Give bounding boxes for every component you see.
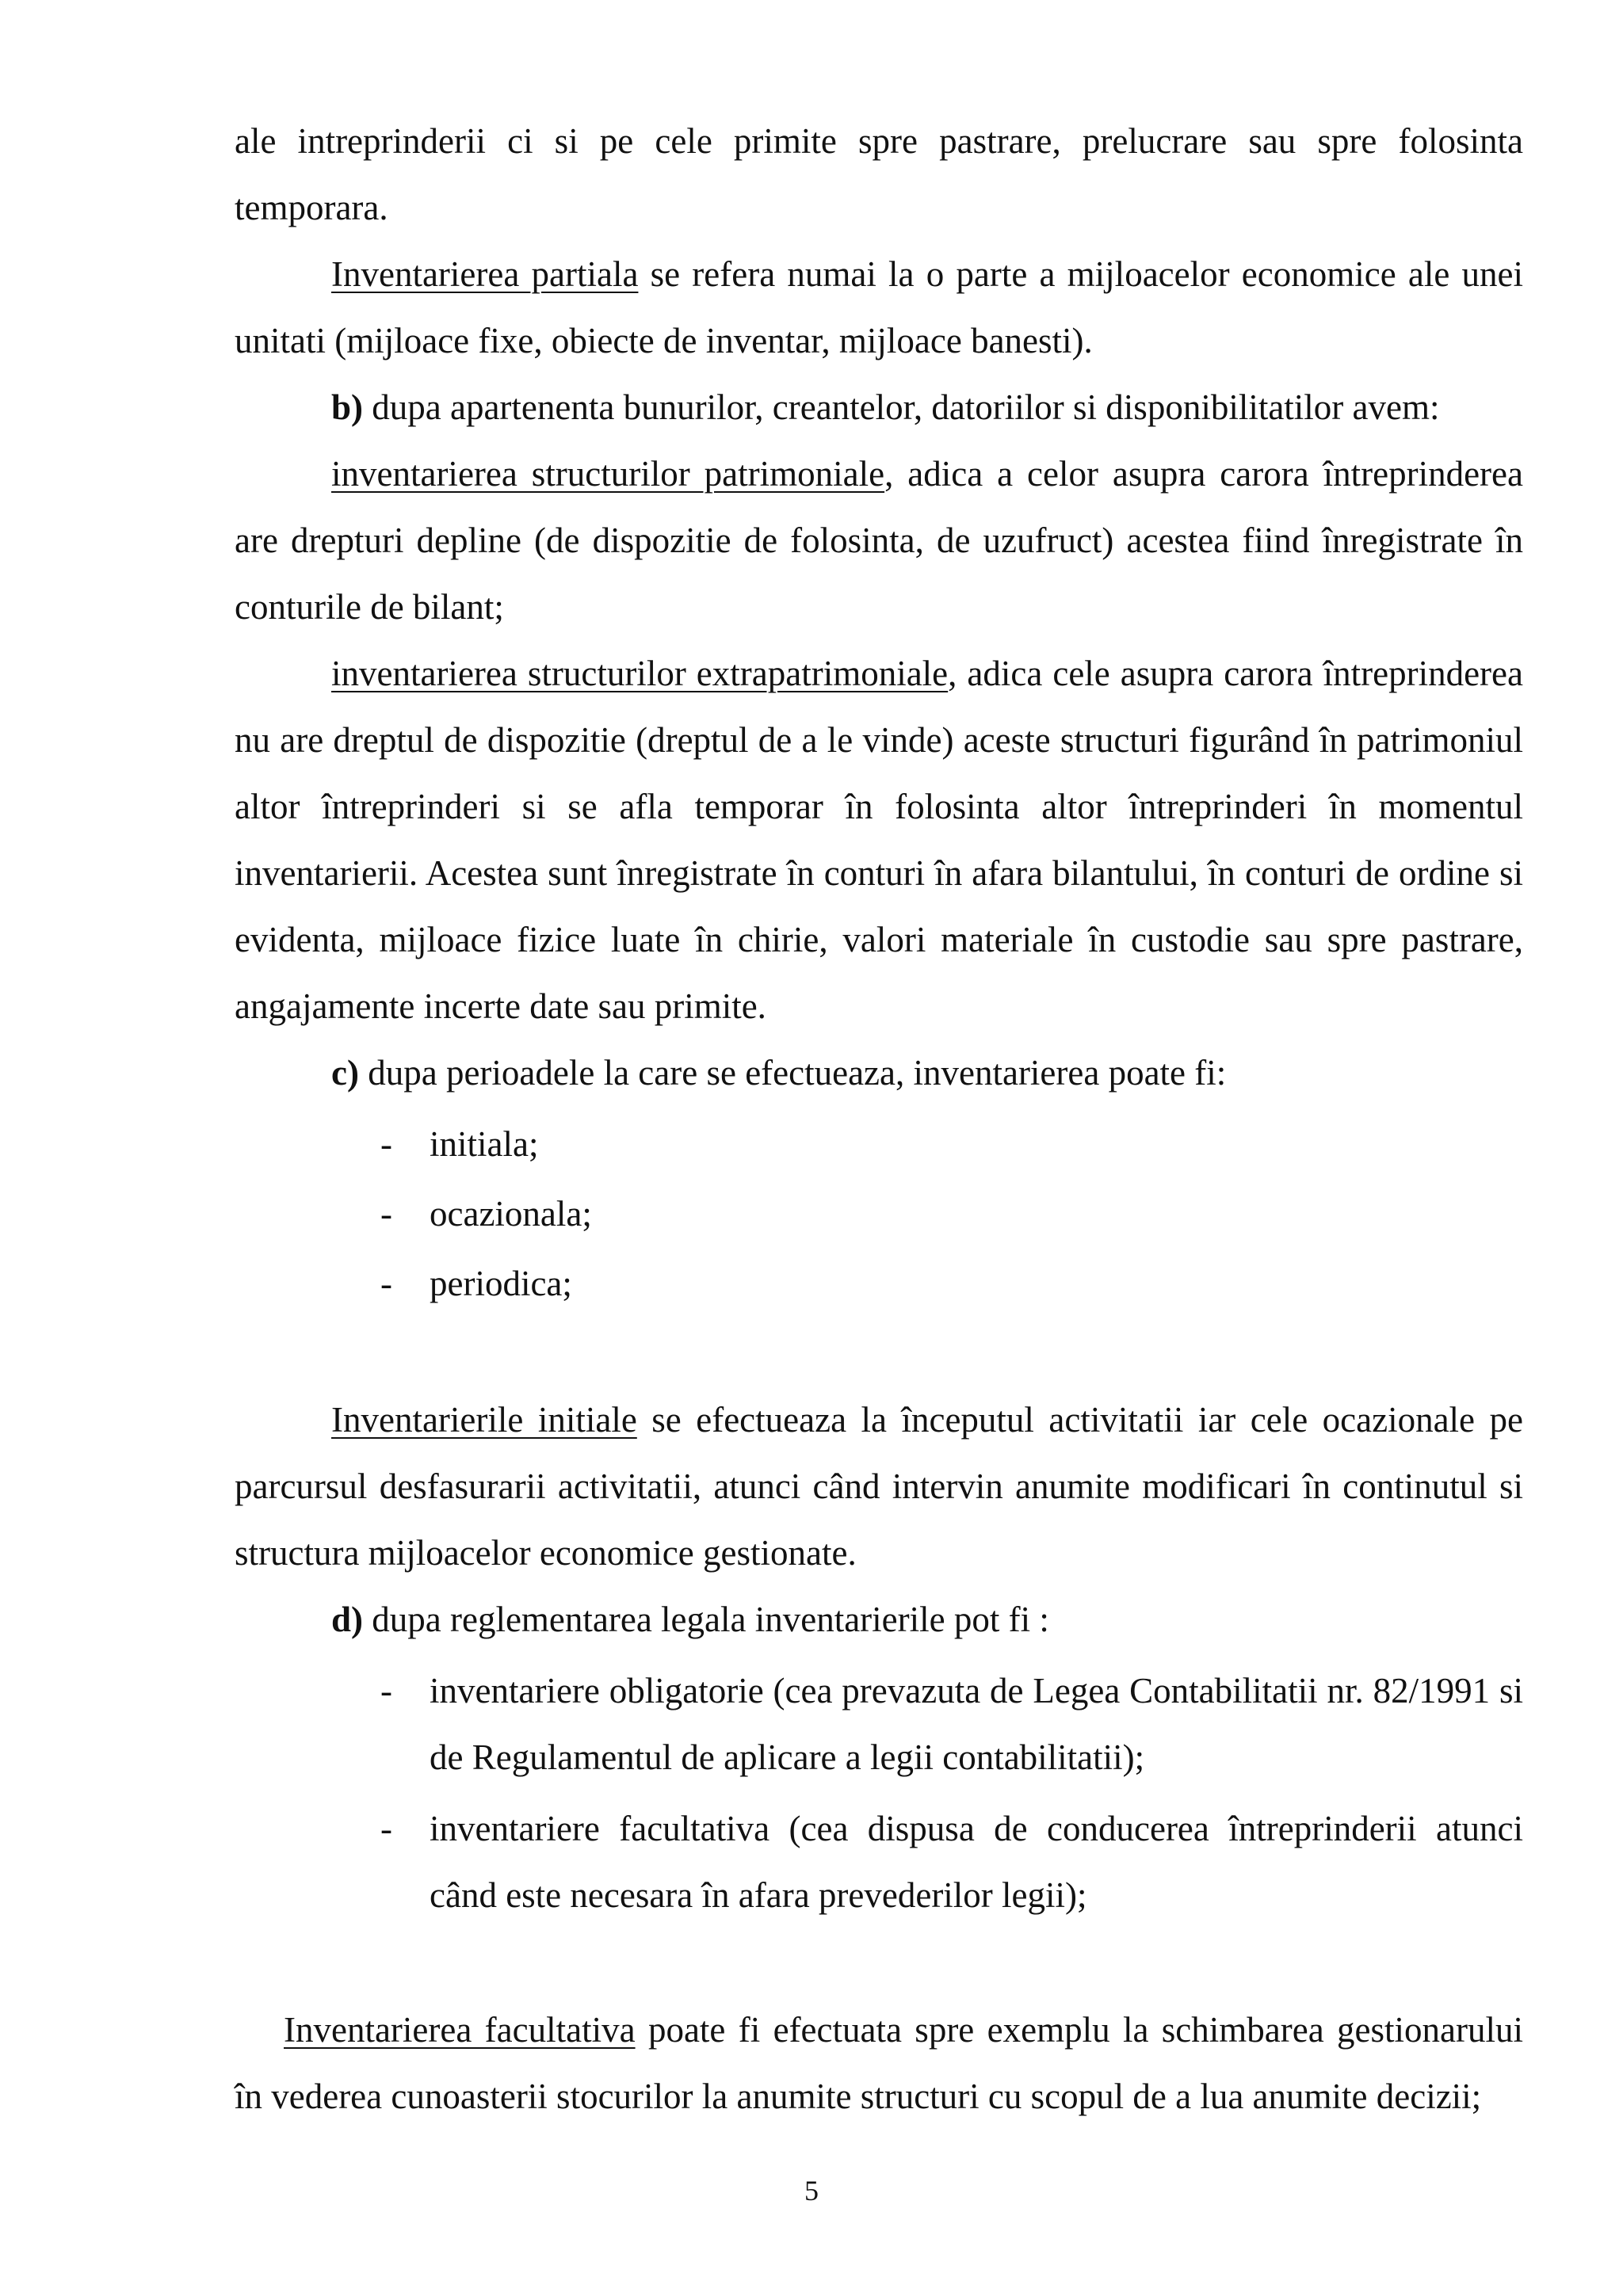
criterion-label: b) — [331, 387, 364, 427]
list-dash: - — [380, 1194, 392, 1234]
list-item: periodica; — [430, 1264, 572, 1303]
underlined-term: Inventarierile initiale — [331, 1400, 637, 1440]
criterion-label: c) — [331, 1053, 359, 1093]
page-number: 5 — [804, 2175, 819, 2206]
paragraph-text: poate fi efectuata spre exemplu la schimbarea gestionarului în vederea cunoasterii stocurilor la anumite structuri cu scopul de a lua anumite decizii; — [235, 2010, 1523, 2116]
list-dash: - — [380, 1809, 392, 1848]
list-dash: - — [380, 1264, 392, 1303]
criterion-text: dupa apartenenta bunurilor, creantelor, datoriilor si disponibilitatilor avem: — [363, 387, 1440, 427]
paragraph-text: , adica cele asupra carora întreprinderea nu are dreptul de dispozitie (dreptul de a le vinde) aceste structuri figurând în patrimoniul altor întreprinderi si se afla temporar în folosinta altor întreprinderi în momentul inventarierii. Acestea sunt înregistrate în conturi în afara bilantului, în conturi de ordine si evidenta, mijloace fizice luate în chirie, valori materiale în custodie sau spre pastrare, angajamente incerte date sau primite. — [235, 654, 1523, 1026]
criterion-b — [235, 374, 1523, 441]
paragraph-partial-inventory — [235, 241, 1523, 374]
paragraph-text: ale intreprinderii ci si pe cele primite spre pastrare, prelucrare sau spre folosinta temporara. — [235, 121, 1523, 227]
paragraph-text: se efectueaza la începutul activitatii iar cele ocazionale pe parcursul desfasurarii activitatii, atunci când intervin anumite modificari în continutul si structura mijloacelor economice gestionate. — [235, 1400, 1523, 1573]
underlined-term: inventarierea structurilor patrimoniale — [331, 454, 885, 494]
paragraph-extrapatrimonial — [235, 640, 1523, 1039]
list-dash: - — [380, 1671, 392, 1711]
criterion-c — [235, 1039, 1523, 1106]
criterion-label: d) — [331, 1600, 364, 1639]
underlined-term: inventarierea structurilor extrapatrimoniale — [331, 654, 949, 693]
paragraph-continuation — [235, 108, 1523, 241]
list-item: inventariere obligatorie (cea prevazuta de Legea Contabilitatii nr. 82/1991 si de Regulamentul de aplicare a legii contabilitatii); — [430, 1671, 1523, 1777]
list-dash: - — [380, 1124, 392, 1164]
paragraph-text: , adica a celor asupra carora întreprinderea are drepturi depline (de dispozitie de folosinta, de uzufruct) acestea fiind înregistrate în conturile de bilant; — [235, 454, 1523, 627]
paragraph-patrimonial — [235, 441, 1523, 640]
list-item: inventariere facultativa (cea dispusa de conducerea întreprinderii atunci când este necesara în afara prevederilor legii); — [430, 1809, 1523, 1915]
paragraph-initial-inventories — [235, 1386, 1523, 1586]
paragraph-optional-inventory — [235, 1997, 1523, 2130]
criterion-text: dupa reglementarea legala inventarierile pot fi : — [363, 1600, 1049, 1639]
underlined-term: Inventarierea partiala — [331, 254, 639, 294]
criterion-d — [235, 1586, 1523, 1653]
list-item: initiala; — [430, 1124, 539, 1164]
paragraph-text: se refera numai la o parte a mijloacelor economice ale unei unitati (mijloace fixe, obiecte de inventar, mijloace banesti). — [235, 254, 1523, 360]
criterion-text: dupa perioadele la care se efectueaza, inventarierea poate fi: — [358, 1053, 1227, 1093]
underlined-term: Inventarierea facultativa — [284, 2010, 636, 2050]
list-item: ocazionala; — [430, 1194, 592, 1234]
